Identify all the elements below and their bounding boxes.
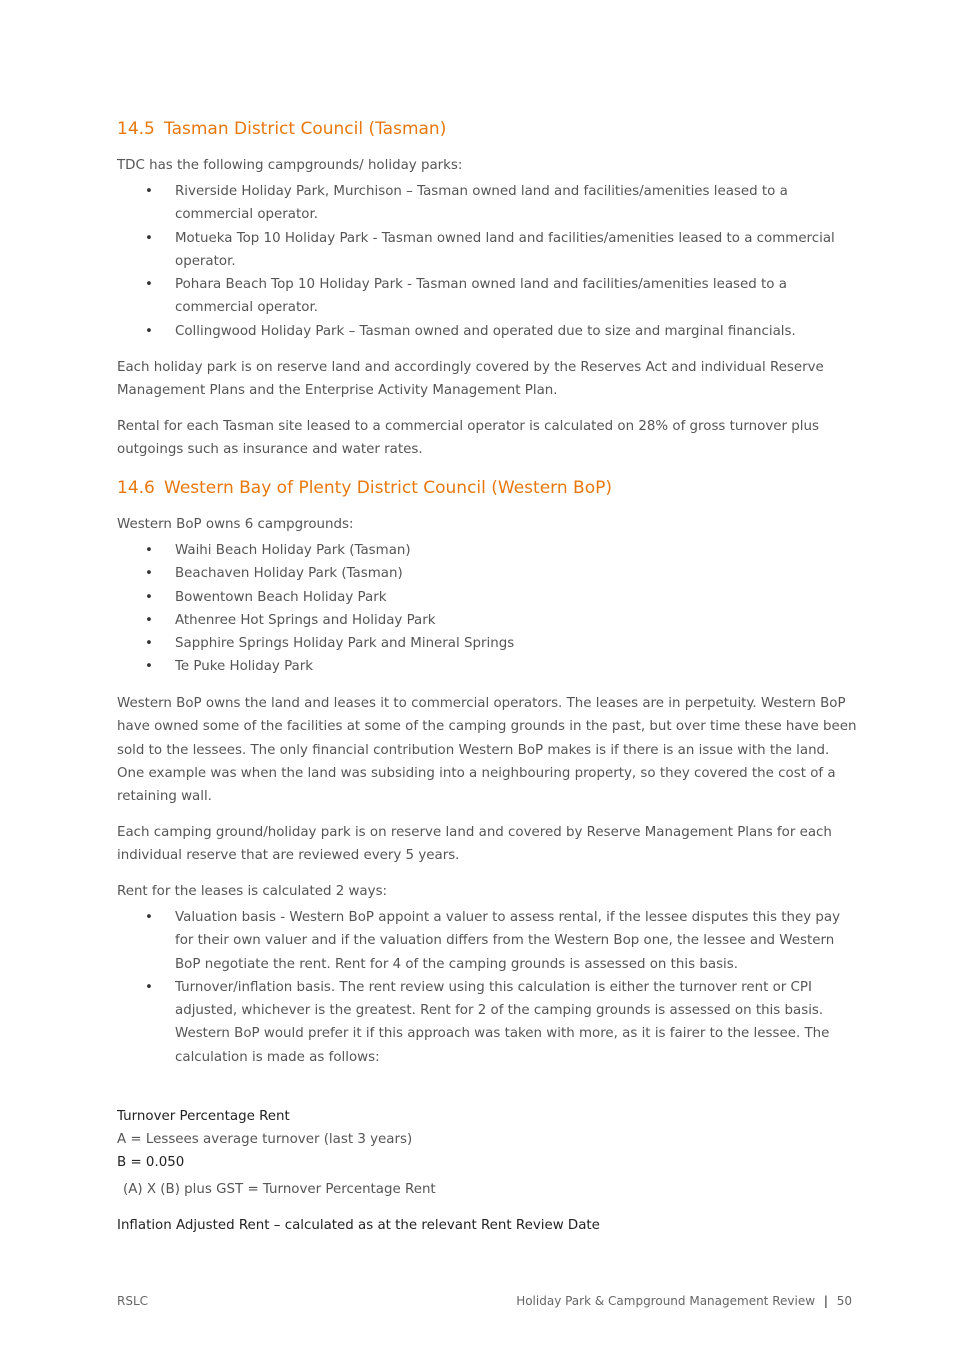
formula-heading: Turnover Percentage Rent [117, 1109, 290, 1124]
tasman-campground-list [117, 180, 857, 343]
formula-line-b: B = 0.050 [117, 1155, 185, 1170]
footer-right [516, 1294, 852, 1308]
page-number: 50 [836, 1294, 852, 1308]
list-item: • Valuation basis - Western BoP appoint a valuer to assess rental, if the lessee disputes this they pay for their own valuer and if the valuation differs from the Western Bop one, the lessee and Western BoP negotiate the rent. Rent for 4 of the camping grounds is assessed on this basis. [145, 910, 841, 972]
list-item: • Athenree Hot Springs and Holiday Park [145, 612, 436, 628]
section-title: Western Bay of Plenty District Council (Western BoP) [164, 478, 612, 498]
formula-line-a: A = Lessees average turnover (last 3 years) [117, 1132, 413, 1147]
section-heading-14-5 [117, 119, 446, 139]
section-intro: TDC has the following campgrounds/ holiday parks: [117, 158, 463, 173]
section-title: Tasman District Council (Tasman) [164, 119, 447, 139]
paragraph: Western BoP owns the land and leases it to commercial operators. The leases are in perpetuity. Western BoP have owned some of the facilities at some of the camping grounds in the past, but over time these have been sold to the lessees. The only financial contribution Western BoP makes is if there is an issue with the land. One example was when the land was subsiding into a neighbouring property, so they covered the cost of a retaining wall. [117, 696, 857, 805]
list-item: • Sapphire Springs Holiday Park and Mineral Springs [145, 636, 515, 652]
footer-left: RSLC [117, 1294, 149, 1308]
inflation-heading: Inflation Adjusted Rent – calculated as at the relevant Rent Review Date [117, 1218, 600, 1233]
paragraph: Rental for each Tasman site leased to a commercial operator is calculated on 28% of gross turnover plus outgoings such as insurance and water rates. [117, 419, 819, 458]
paragraph: Each camping ground/holiday park is on reserve land and covered by Reserve Management Plans for each individual reserve that are reviewed every 5 years. [117, 825, 832, 864]
list-item: • Motueka Top 10 Holiday Park - Tasman owned land and facilities/amenities leased to a commercial operator. [145, 230, 835, 269]
list-item: • Waihi Beach Holiday Park (Tasman) [145, 543, 411, 558]
list-item: • Bowentown Beach Holiday Park [145, 589, 387, 605]
list-item: • Beachaven Holiday Park (Tasman) [145, 566, 403, 582]
paragraph: Rent for the leases is calculated 2 ways: [117, 884, 388, 899]
footer-separator: | [823, 1294, 828, 1308]
list-item: • Turnover/inflation basis. The rent review using this calculation is either the turnover rent or CPI adjusted, whichever is the greatest. Rent for 2 of the camping grounds is assessed on this basis. Western BoP would prefer it if this approach was taken with more, as it is fairer to the lessee. The calculation is made as follows: [145, 979, 830, 1065]
section-number: 14.5 [117, 119, 155, 139]
list-item: • Riverside Holiday Park, Murchison – Tasman owned land and facilities/amenities leased to a commercial operator. [145, 184, 788, 223]
paragraph: Each holiday park is on reserve land and accordingly covered by the Reserves Act and individual Reserve Management Plans and the Enterprise Activity Management Plan. [117, 360, 824, 399]
footer-document-title: Holiday Park & Campground Management Review [516, 1294, 816, 1308]
list-item: • Te Puke Holiday Park [145, 659, 314, 675]
section-number: 14.6 [117, 478, 155, 498]
list-item: • Pohara Beach Top 10 Holiday Park - Tasman owned land and facilities/amenities leased to a commercial operator. [145, 277, 787, 316]
rent-basis-list [117, 906, 857, 1069]
western-bop-campground-list [117, 539, 857, 679]
formula-line-c: (A) X (B) plus GST = Turnover Percentage Rent [123, 1182, 436, 1197]
list-item: • Collingwood Holiday Park – Tasman owned and operated due to size and marginal financials. [145, 323, 796, 339]
section-intro: Western BoP owns 6 campgrounds: [117, 517, 354, 532]
section-heading-14-6 [117, 478, 612, 498]
